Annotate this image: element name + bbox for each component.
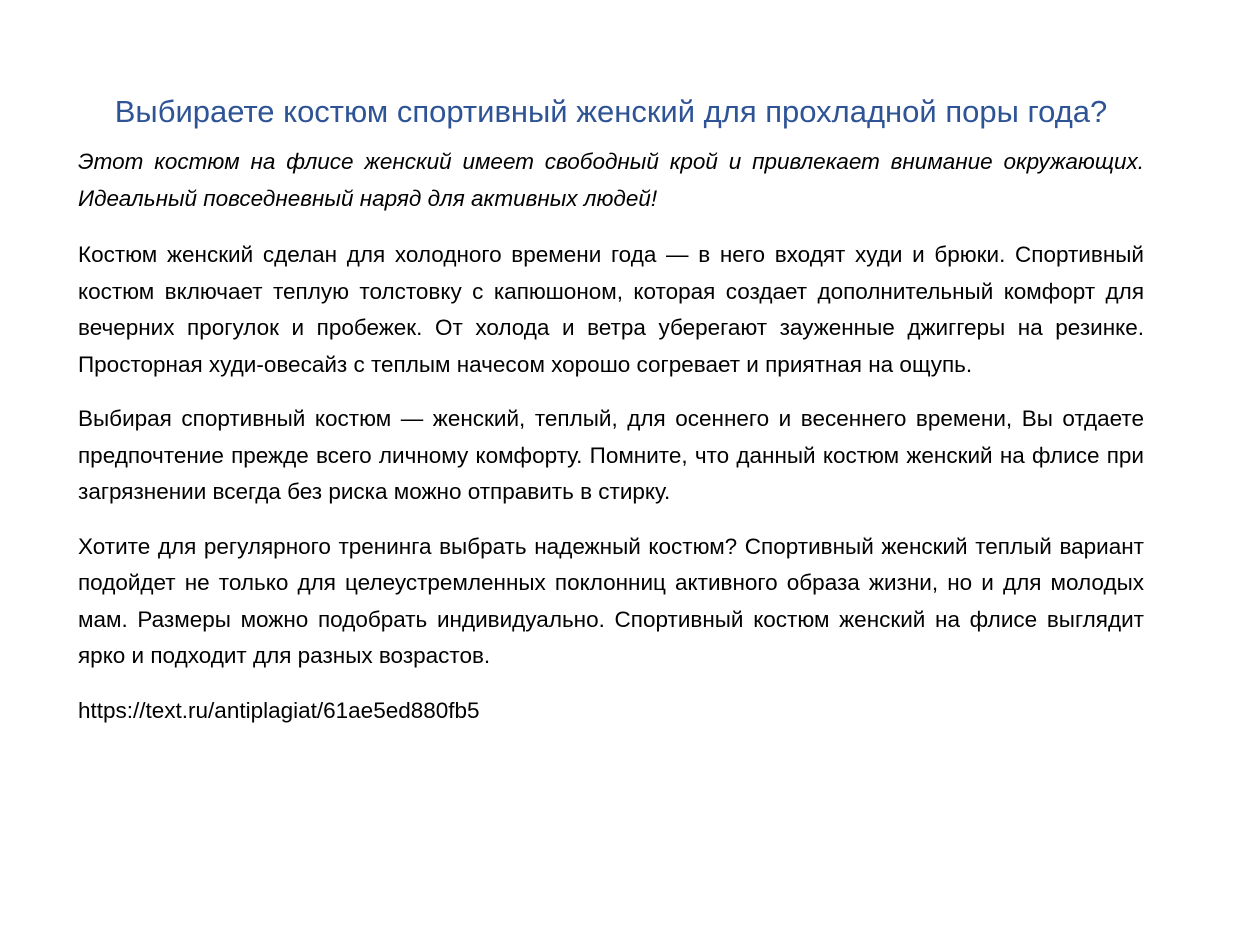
body-paragraph: Хотите для регулярного тренинга выбрать надежный костюм? Спортивный женский теплый вариант подойдет не только для целеустремленных поклонниц активного образа жизни, но и для молодых мам. Размеры можно подобрать индивидуально. Спортивный костюм женский на флисе выглядит ярко и подходит для разных возрастов. <box>78 533 1144 668</box>
source-link[interactable]: https://text.ru/antiplagiat/61ae5ed880fb5 <box>78 697 480 723</box>
document-page <box>78 86 1144 729</box>
body-paragraph: Костюм женский сделан для холодного времени года — в него входят худи и брюки. Спортивный костюм включает теплую толстовку с капюшоном, которая создает дополнительный комфорт для вечерних прогулок и пробежек. От холода и ветра уберегают зауженные джиггеры на резинке. Просторная худи-овесайз с теплым начесом хорошо согревает и приятная на ощупь. <box>78 242 1144 377</box>
document-title: Выбираете костюм спортивный женский для прохладной поры года? <box>114 94 1108 129</box>
body-paragraph: Выбирая спортивный костюм — женский, теплый, для осеннего и весеннего времени, Вы отдаете предпочтение прежде всего личному комфорту. Помните, что данный костюм женский на флисе при загрязнении всегда без риска можно отправить в стирку. <box>78 406 1144 504</box>
lead-paragraph: Этот костюм на флисе женский имеет свободный крой и привлекает внимание окружающих. Идеальный повседневный наряд для активных людей! <box>78 149 1144 211</box>
